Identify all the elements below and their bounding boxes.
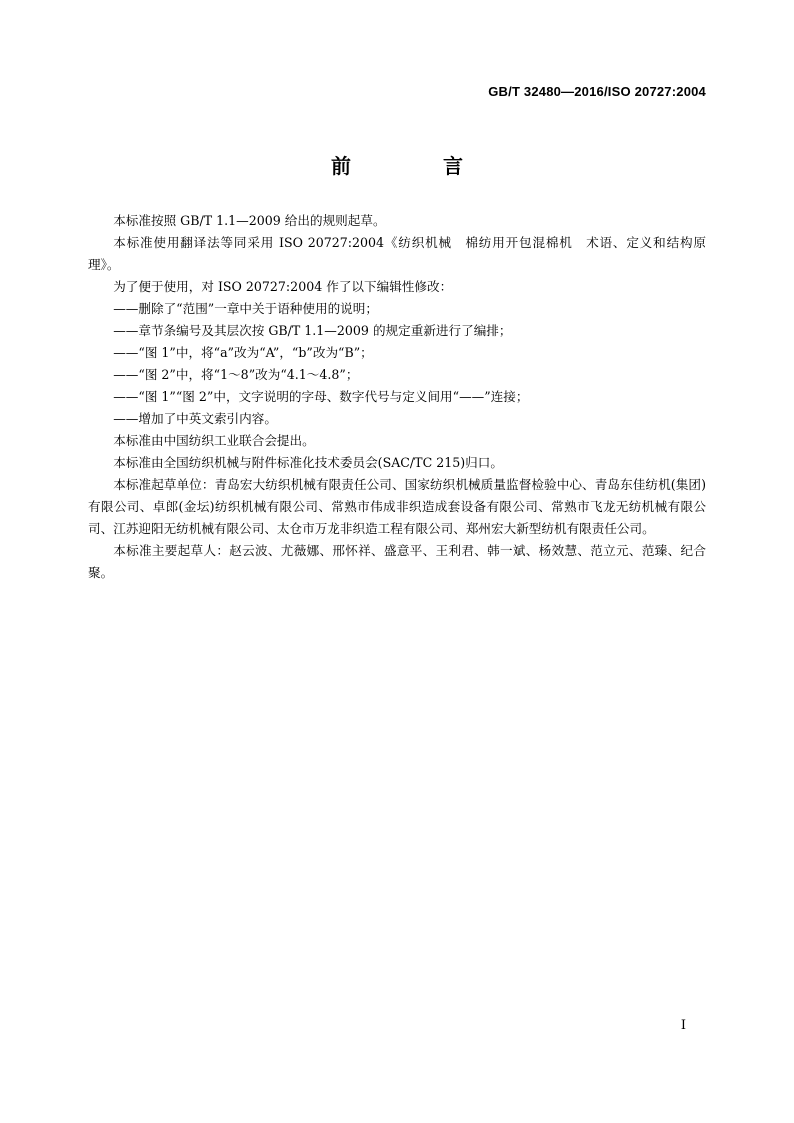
paragraph: 本标准起草单位：青岛宏大纺织机械有限责任公司、国家纺织机械质量监督检验中心、青岛东佳纺机(集团)有限公司、卓郎(金坛)纺织机械有限公司、常熟市伟成非织造成套设备有限公司、常熟市飞龙无纺机械有限公司、江苏迎阳无纺机械有限公司、太仓市万龙非织造工程有限公司、郑州宏大新型纺机有限责任公司。	[88, 477, 706, 536]
page-number: I	[680, 1018, 686, 1033]
paragraph: 为了便于使用，对 ISO 20727:2004 作了以下编辑性修改：	[113, 279, 453, 294]
paragraph: 本标准由中国纺织工业联合会提出。	[113, 433, 315, 448]
list-item: ——“图 1”“图 2”中，文字说明的字母、数字代号与定义间用“——”连接；	[113, 389, 529, 404]
standard-code-header: GB/T 32480—2016/ISO 20727:2004	[488, 84, 706, 99]
list-item: ——删除了“范围”一章中关于语种使用的说明；	[113, 301, 378, 316]
list-item: ——“图 2”中，将“1～8”改为“4.1～4.8”；	[113, 367, 359, 382]
list-item: ——增加了中英文索引内容。	[113, 411, 277, 426]
foreword-body	[88, 210, 706, 584]
paragraph: 本标准使用翻译法等同采用 ISO 20727:2004《纺织机械 棉纺用开包混棉机 术语、定义和结构原理》。	[88, 235, 706, 272]
page-title: 前 言	[331, 154, 499, 178]
list-item: ——“图 1”中，将“a”改为“A”，“b”改为“B”；	[113, 345, 373, 360]
paragraph: 本标准按照 GB/T 1.1—2009 给出的规则起草。	[113, 213, 386, 228]
paragraph: 本标准主要起草人：赵云波、尤薇娜、邢怀祥、盛意平、王利君、韩一斌、杨效慧、范立元、范臻、纪合聚。	[88, 543, 706, 580]
paragraph: 本标准由全国纺织机械与附件标准化技术委员会(SAC/TC 215)归口。	[113, 455, 503, 470]
list-item: ——章节条编号及其层次按 GB/T 1.1—2009 的规定重新进行了编排；	[113, 323, 512, 338]
